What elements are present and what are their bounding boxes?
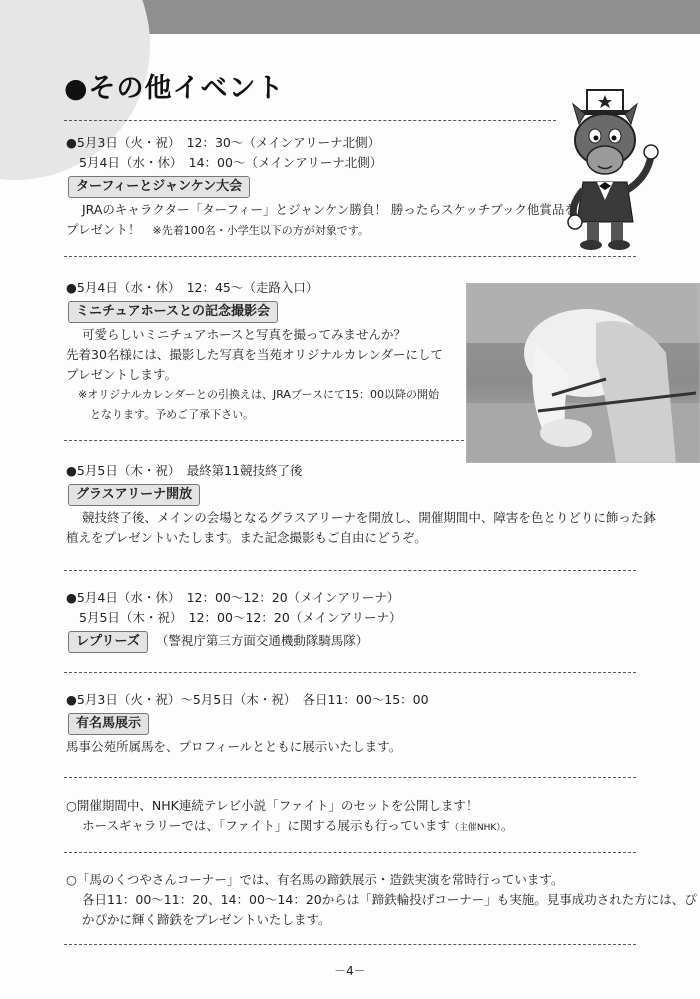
page-number: －4－ (334, 964, 366, 978)
event-date: ●5月3日（火・祝） 12：30〜（メインアリーナ北側） (66, 135, 381, 150)
event-date: ●5月4日（水・休） 12：00〜12：20（メインアリーナ） (66, 590, 400, 605)
event-date: 5月5日（木・祝） 12：00〜12：20（メインアリーナ） (79, 610, 402, 625)
event-note: ※先着100名・小学生以下の方が対象です。 (152, 224, 369, 237)
event-badge: ミニチュアホースとの記念撮影会 (68, 301, 278, 323)
event-description: 植えをプレゼントいたします。また記念撮影もご自由にどうぞ。 (66, 530, 427, 545)
event-badge: グラスアリーナ開放 (68, 484, 200, 506)
event-date: ●5月4日（水・休） 12：45〜（走路入口） (66, 280, 319, 295)
event-description: 競技終了後、メインの会場となるグラスアリーナを開放し、開催期間中、障害を色とりどりに飾った鉢 (82, 510, 656, 525)
event-date: ●5月5日（木・祝） 最終第11競技終了後 (66, 463, 303, 478)
event-grass-arena (66, 461, 656, 548)
event-description: 馬事公苑所属馬を、プロフィールとともに展示いたします。 (66, 739, 402, 754)
event-badge: 有名馬展示 (68, 713, 149, 735)
event-miniature-horse (66, 278, 443, 425)
event-note: ※オリジナルカレンダーとの引換えは、JRAブースにて15：00以降の開始 (78, 388, 440, 401)
event-date: 5月4日（水・休） 14：00〜（メインアリーナ北側） (79, 155, 383, 170)
section-divider (64, 852, 636, 853)
event-badge: レプリーズ (68, 631, 148, 653)
section-divider (64, 570, 636, 571)
event-description: 先着30名様には、撮影した写真を当苑オリジナルカレンダーにして (66, 347, 443, 362)
event-badge: ターフィーとジャンケン大会 (68, 176, 250, 198)
notice-horseshoe-corner (66, 870, 697, 930)
section-divider (64, 777, 636, 778)
notice-line: 各日11：00〜11：20、14：00〜14：20からは「蹄鉄輪投げコーナー」も実施。見事成功された方には、ぴ (82, 892, 697, 907)
event-description: プレゼント！ (66, 222, 141, 237)
notice-line: ○「馬のくつやさんコーナー」では、有名馬の蹄鉄展示・造鉄実演を常時行っています。 (66, 872, 564, 887)
page-title: ●その他イベント (64, 73, 285, 104)
event-reprise (66, 588, 402, 655)
miniature-horse-photo (466, 283, 700, 463)
event-turfy-janken (66, 133, 577, 241)
notice-line: ホースギャラリーでは、「ファイト」に関する展示も行っています (82, 818, 450, 833)
event-description: 可愛らしいミニチュアホースと写真を撮ってみませんか？ (82, 327, 407, 342)
event-famous-horse (66, 690, 429, 757)
notice-sponsor: （主催NHK） (449, 823, 501, 833)
event-note: となります。予めご了承下さい。 (90, 408, 255, 421)
notice-fight-drama (66, 796, 513, 838)
event-description: JRAのキャラクター「ターフィー」とジャンケン勝負！ 勝ったらスケッチブック他賞品を (82, 202, 577, 217)
section-divider (64, 944, 636, 945)
notice-line-end: 。 (500, 818, 514, 833)
event-subtitle: （警視庁第三方面交通機動隊騎馬隊） (155, 633, 369, 648)
section-divider (64, 672, 636, 673)
section-divider (64, 440, 464, 441)
notice-line: ○開催期間中、NHK連続テレビ小説「ファイト」のセットを公開します！ (66, 798, 479, 813)
section-divider (64, 256, 636, 257)
event-description: プレゼントします。 (66, 367, 178, 382)
notice-line: かぴかに輝く蹄鉄をプレゼントいたします。 (82, 912, 331, 927)
event-date: ●5月3日（火・祝）〜5月5日（木・祝） 各日11：00〜15：00 (66, 692, 429, 707)
section-divider (64, 120, 556, 121)
